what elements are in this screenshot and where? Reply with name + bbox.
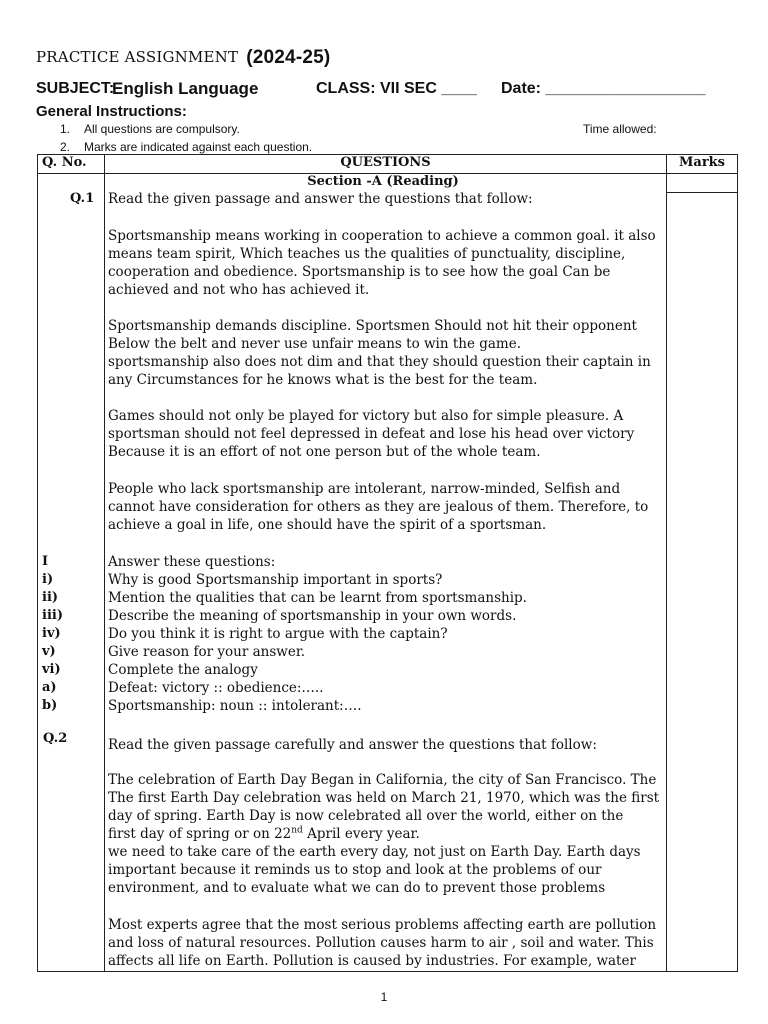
text-line: cooperation and obedience. Sportsmanship is to see how the goal Can be [108,264,611,280]
instruction-text: Marks are indicated against each question. [84,140,313,154]
text-line: affects all life on Earth. Pollution is caused by industries. For example, water [108,953,636,969]
question-text: Give reason for your answer. [108,644,306,660]
question-label: I [42,554,49,569]
text-line: sportsman should not feel depressed in defeat and lose his head over victory [108,426,635,442]
text-line: day of spring. Earth Day is now celebrated all over the world, either on the [108,808,624,824]
text-line: we need to take care of the earth every day, not just on Earth Day. Earth days [108,844,641,860]
text-line: People who lack sportsmanship are intolerant, narrow-minded, Selfish and [108,481,621,497]
q2-paragraph-1 [108,771,659,897]
text-line: Sportsmanship means working in cooperation to achieve a common goal. it also [108,228,656,244]
text-line: means team spirit, Which teaches us the qualities of punctuality, discipline, [108,246,626,262]
question-text: Mention the qualities that can be learnt from sportsmanship. [108,590,527,606]
text-line: achieved and not who has achieved it. [108,282,370,298]
header-qno: Q. No. [38,155,105,174]
text-line: Because it is an effort of not one person but of the whole team. [108,444,541,460]
question-label: v) [42,644,56,659]
text-line-with-superscript [108,825,659,843]
header-questions: QUESTIONS [105,155,667,174]
instruction-number: 1. [60,122,71,136]
text-fragment: April every year. [302,826,420,842]
general-instructions-heading: General Instructions: [36,103,187,120]
question-text: Answer these questions: [108,554,276,570]
assignment-year: (2024-25) [246,47,331,68]
question-label: iii) [42,608,63,623]
q1-intro-text: Read the given passage and answer the questions that follow: [108,191,533,207]
subject-row [36,80,736,104]
text-line: Below the belt and never use unfair means to win the game. [108,336,522,352]
instruction-item [60,140,312,154]
question-text: Defeat: victory :: obedience:….. [108,680,324,696]
q2-paragraph-2 [108,916,656,970]
section-a-title: Section -A (Reading) [307,174,459,189]
text-line: cannot have consideration for others as they are jealous of them. Therefore, to [108,499,649,515]
q2-number: Q.2 [43,731,68,746]
question-text: Describe the meaning of sportsmanship in your own words. [108,608,517,624]
q1-questions [108,553,527,715]
class-label: CLASS: VII SEC ____ [316,80,477,97]
text-line: and loss of natural resources. Pollution causes harm to air , soil and water. This [108,935,654,951]
question-text: Why is good Sportsmanship important in sports? [108,572,443,588]
q2-intro [108,736,597,754]
question-label: ii) [42,590,59,605]
q1-paragraph-2 [108,317,651,389]
text-line: Games should not only be played for victory but also for simple pleasure. A [108,408,624,424]
header-marks: Marks [667,155,738,174]
date-label: Date: __________________ [501,80,706,97]
subject-label: SUBJECT: [36,80,115,97]
text-line: any Circumstances for he knows what is the best for the team. [108,372,538,388]
text-line: important because it reminds us to stop and look at the problems of our [108,862,602,878]
text-line: environment, and to evaluate what we can do to prevent those problems [108,880,606,896]
text-line: sportsmanship also does not dim and that they should question their captain in [108,354,651,370]
q1-number: Q.1 [70,191,95,206]
question-text: Complete the analogy [108,662,258,678]
question-label: iv) [42,626,61,641]
instruction-text: All questions are compulsory. [84,122,240,136]
question-label: vi) [42,662,61,677]
assignment-title-text: PRACTICE ASSIGNMENT [36,48,239,66]
marks-box [667,192,737,971]
instruction-number: 2. [60,140,71,154]
subject-value: English Language [112,79,259,98]
question-text: Sportsmanship: noun :: intolerant:…. [108,698,362,714]
q1-intro [108,190,533,208]
instruction-item [60,122,240,136]
q2-intro-text: Read the given passage carefully and answer the questions that follow: [108,737,597,753]
text-line: Sportsmanship demands discipline. Sportsmen Should not hit their opponent [108,318,637,334]
question-label: b) [42,698,58,713]
q1-labels [42,553,63,715]
q1-paragraph-1 [108,227,656,299]
text-line: Most experts agree that the most serious problems affecting earth are pollution [108,917,657,933]
text-line: The first Earth Day celebration was held on March 21, 1970, which was the first [108,790,660,806]
assignment-title [36,46,330,68]
text-line: achieve a goal in life, one should have the spirit of a sportsman. [108,517,547,533]
question-label: a) [42,680,57,695]
time-allowed: Time allowed: [583,122,657,136]
marks-column [667,174,738,972]
text-fragment: first day of spring or on 22 [108,826,292,842]
page-number: 1 [380,990,388,1004]
question-label: i) [42,572,54,587]
text-line: The celebration of Earth Day Began in California, the city of San Francisco. The [108,772,657,788]
question-text: Do you think it is right to argue with the captain? [108,626,448,642]
q1-paragraph-3 [108,407,634,461]
ordinal-suffix: nd [291,825,303,836]
q1-paragraph-4 [108,480,648,534]
